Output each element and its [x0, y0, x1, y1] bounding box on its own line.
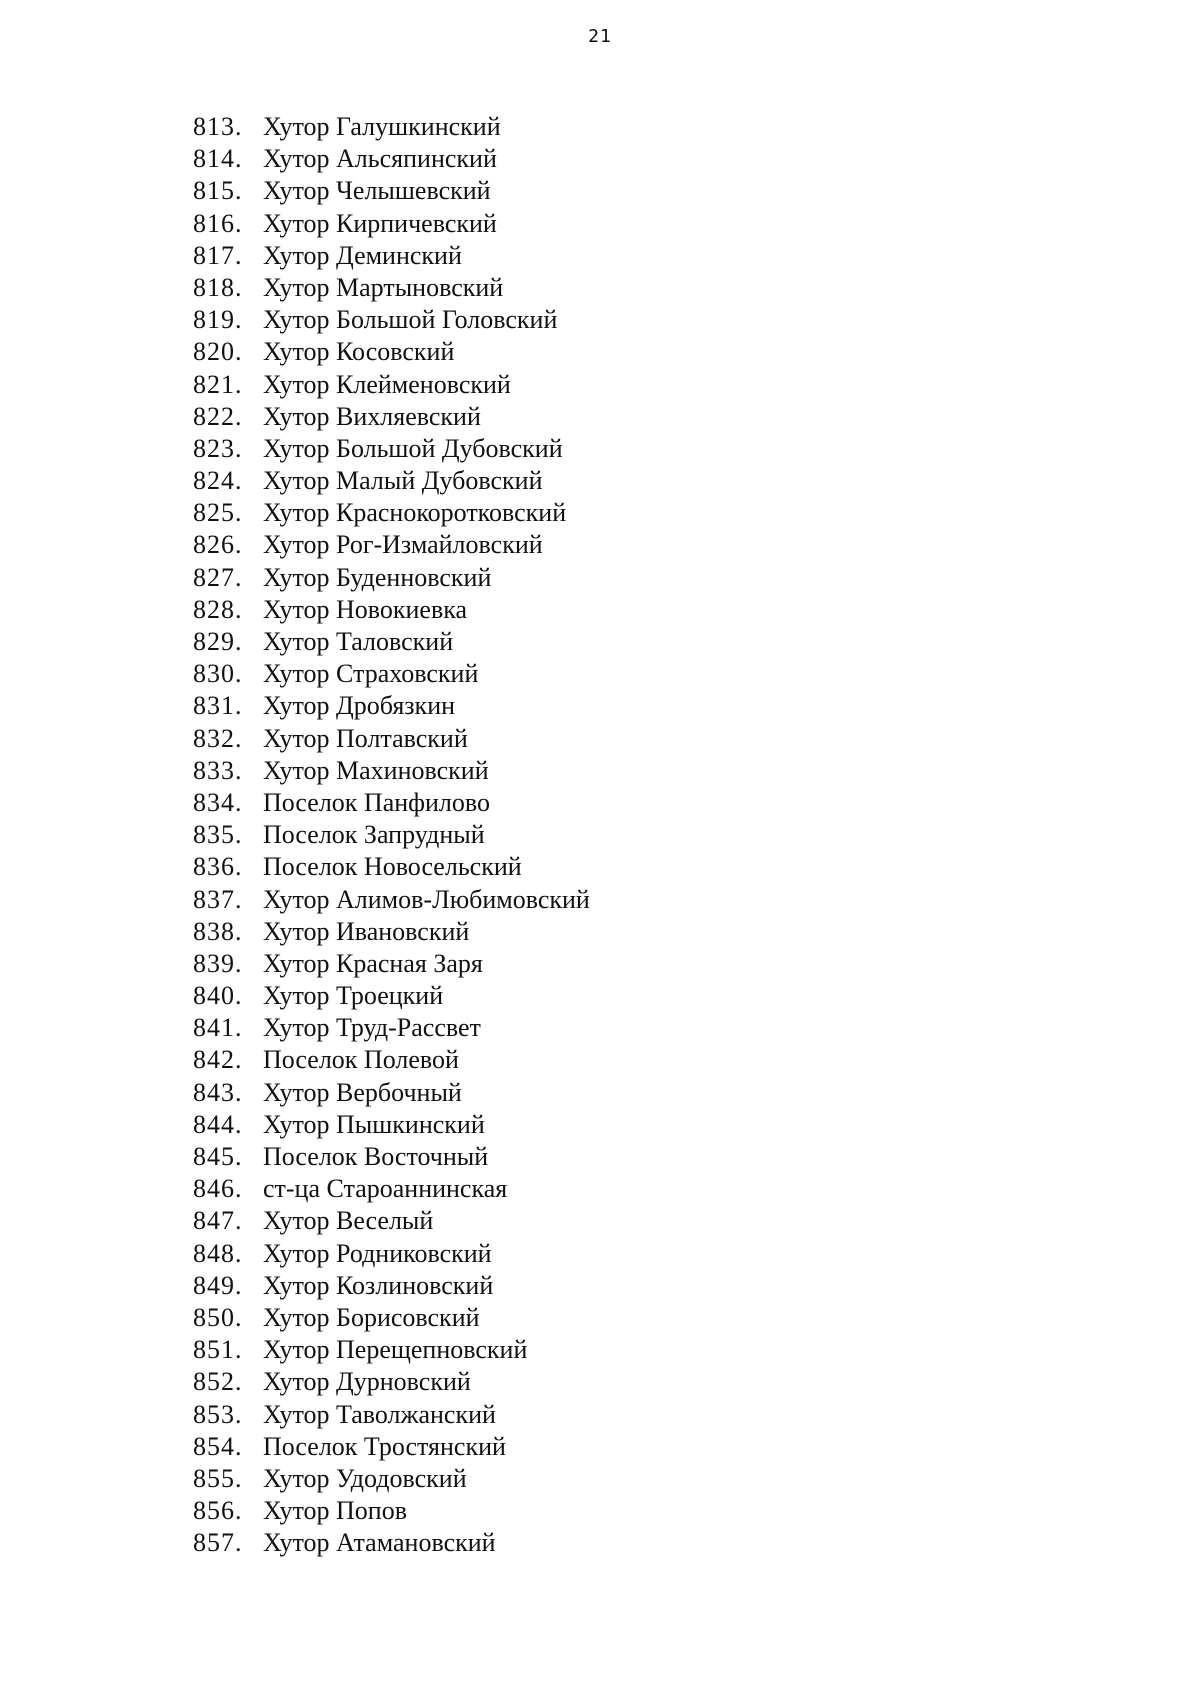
list-item: [0, 465, 1200, 497]
list-item-name: Хутор Троецкий: [263, 981, 444, 1011]
list-item-number: 847.: [193, 1206, 243, 1236]
list-item-name: Хутор Деминский: [263, 240, 462, 270]
list-item-name: Поселок Панфилово: [263, 787, 490, 817]
list-item-number: 844.: [193, 1109, 243, 1139]
list-item: [0, 1141, 1200, 1173]
list-item: [0, 1527, 1200, 1559]
list-item: [0, 433, 1200, 465]
list-item: [0, 272, 1200, 304]
list-item-number: 821.: [193, 369, 243, 399]
list-item: [0, 401, 1200, 433]
list-item-name: Хутор Новокиевка: [263, 594, 468, 624]
list-item-number: 849.: [193, 1270, 243, 1300]
list-item-name: Хутор Труд-Рассвет: [263, 1013, 481, 1043]
list-item: [0, 884, 1200, 916]
list-item-number: 842.: [193, 1045, 243, 1075]
list-item: [0, 1109, 1200, 1141]
list-item-number: 830.: [193, 659, 243, 689]
list-item-name: Хутор Малый Дубовский: [263, 466, 543, 496]
list-item: [0, 1334, 1200, 1366]
list-item-name: Хутор Полтавский: [263, 723, 468, 753]
list-item-number: 840.: [193, 981, 243, 1011]
list-item-number: 829.: [193, 627, 243, 656]
list-item-name: Хутор Вихляевский: [263, 401, 481, 431]
list-item: [0, 1205, 1200, 1237]
list-item-number: 836.: [193, 852, 243, 882]
list-item-number: 841.: [193, 1013, 243, 1043]
list-item: [0, 1431, 1200, 1463]
list-item-number: 855.: [193, 1463, 243, 1493]
list-item: [0, 594, 1200, 626]
list-item-name: Хутор Алимов-Любимовский: [263, 884, 590, 914]
list-item-name: Поселок Новосельский: [263, 852, 522, 882]
list-item-name: Хутор Веселый: [263, 1206, 434, 1236]
list-item-number: 816.: [193, 208, 243, 238]
list-item-name: Хутор Альсяпинский: [263, 144, 497, 174]
list-item-name: Хутор Буденновский: [263, 562, 492, 592]
list-item: [0, 851, 1200, 883]
list-item: [0, 1173, 1200, 1205]
list-item: [0, 304, 1200, 336]
list-item: [0, 562, 1200, 594]
list-item-name: Поселок Тростянский: [263, 1431, 506, 1461]
list-item-name: Хутор Дробязкин: [263, 691, 456, 721]
list-item: [0, 1270, 1200, 1302]
list-item-name: Хутор Пышкинский: [263, 1109, 485, 1139]
list-item-number: 820.: [193, 337, 243, 367]
list-item-name: Хутор Краснокоротковский: [263, 498, 567, 528]
list-item-number: 832.: [193, 723, 243, 753]
list-item-name: Хутор Борисовский: [263, 1302, 480, 1332]
list-item-name: Хутор Большой Дубовский: [263, 433, 563, 463]
list-item-number: 833.: [193, 755, 243, 785]
list-item-number: 824.: [193, 466, 243, 496]
list-item: [0, 787, 1200, 819]
list-item-number: 852.: [193, 1367, 243, 1397]
list-item-number: 831.: [193, 691, 243, 721]
list-item-number: 835.: [193, 820, 243, 850]
list-item-name: Хутор Козлиновский: [263, 1270, 494, 1300]
list-item-name: Хутор Челышевский: [263, 176, 491, 206]
list-item-name: Хутор Таволжанский: [263, 1399, 496, 1429]
list-item: [0, 948, 1200, 980]
list-item-number: 845.: [193, 1142, 243, 1171]
list-item: [0, 1044, 1200, 1076]
list-item-number: 839.: [193, 948, 243, 978]
list-item-name: Хутор Красная Заря: [263, 948, 483, 978]
settlement-list: [0, 111, 1200, 1559]
list-item-name: Хутор Атамановский: [263, 1528, 496, 1558]
list-item-name: Хутор Попов: [263, 1496, 407, 1526]
list-item: [0, 916, 1200, 948]
list-item: [0, 1238, 1200, 1270]
list-item-number: 826.: [193, 530, 243, 560]
list-item-number: 834.: [193, 787, 243, 817]
list-item-number: 850.: [193, 1302, 243, 1332]
list-item-number: 822.: [193, 401, 243, 431]
list-item-number: 837.: [193, 884, 243, 914]
list-item-name: Хутор Ивановский: [263, 916, 470, 946]
list-item: [0, 1012, 1200, 1044]
list-item: [0, 626, 1200, 658]
list-item: [0, 111, 1200, 143]
list-item: [0, 369, 1200, 401]
list-item: [0, 143, 1200, 175]
list-item: [0, 175, 1200, 207]
list-item-number: 856.: [193, 1496, 243, 1526]
list-item-number: 814.: [193, 144, 243, 174]
list-item-number: 851.: [193, 1335, 243, 1365]
list-item-number: 843.: [193, 1077, 243, 1107]
list-item-name: Хутор Косовский: [263, 337, 455, 367]
list-item-number: 813.: [193, 112, 243, 141]
list-item: [0, 980, 1200, 1012]
list-item: [0, 529, 1200, 561]
page-number: 21: [588, 26, 612, 47]
list-item: [0, 1399, 1200, 1431]
list-item-name: Хутор Кирпичевский: [263, 208, 497, 238]
list-item: [0, 336, 1200, 368]
list-item-number: 827.: [193, 562, 243, 592]
list-item: [0, 497, 1200, 529]
list-item-number: 815.: [193, 176, 243, 206]
list-item-name: Хутор Таловский: [263, 627, 454, 656]
list-item-number: 857.: [193, 1528, 243, 1558]
list-item-number: 819.: [193, 305, 243, 335]
list-item-number: 853.: [193, 1399, 243, 1429]
list-item-name: Хутор Большой Головский: [263, 305, 558, 335]
list-item: [0, 1366, 1200, 1398]
list-item-number: 818.: [193, 272, 243, 302]
list-item: [0, 1463, 1200, 1495]
list-item-number: 823.: [193, 433, 243, 463]
list-item-number: 825.: [193, 498, 243, 528]
list-item-name: ст-ца Староаннинская: [263, 1174, 508, 1204]
list-item: [0, 658, 1200, 690]
list-item-name: Поселок Восточный: [263, 1142, 489, 1171]
list-item-name: Хутор Махиновский: [263, 755, 489, 785]
list-item-name: Хутор Мартыновский: [263, 272, 504, 302]
list-item-number: 854.: [193, 1431, 243, 1461]
list-item-name: Хутор Вербочный: [263, 1077, 462, 1107]
list-item-name: Хутор Удодовский: [263, 1463, 467, 1493]
list-item-number: 848.: [193, 1238, 243, 1268]
list-item-number: 828.: [193, 594, 243, 624]
list-item-name: Хутор Страховский: [263, 659, 479, 689]
list-item: [0, 690, 1200, 722]
list-item-name: Поселок Запрудный: [263, 820, 485, 850]
list-item-name: Хутор Рог-Измайловский: [263, 530, 543, 560]
list-item: [0, 208, 1200, 240]
list-item: [0, 1495, 1200, 1527]
list-item-name: Хутор Клейменовский: [263, 369, 511, 399]
list-item: [0, 240, 1200, 272]
list-item-name: Хутор Галушкинский: [263, 112, 501, 141]
list-item-name: Хутор Дурновский: [263, 1367, 471, 1397]
list-item: [0, 819, 1200, 851]
list-item: [0, 723, 1200, 755]
list-item-number: 846.: [193, 1174, 243, 1204]
list-item-number: 838.: [193, 916, 243, 946]
list-item-number: 817.: [193, 240, 243, 270]
list-item-name: Поселок Полевой: [263, 1045, 459, 1075]
list-item: [0, 755, 1200, 787]
list-item-name: Хутор Родниковский: [263, 1238, 492, 1268]
list-item: [0, 1077, 1200, 1109]
list-item: [0, 1302, 1200, 1334]
list-item-name: Хутор Перещепновский: [263, 1335, 528, 1365]
